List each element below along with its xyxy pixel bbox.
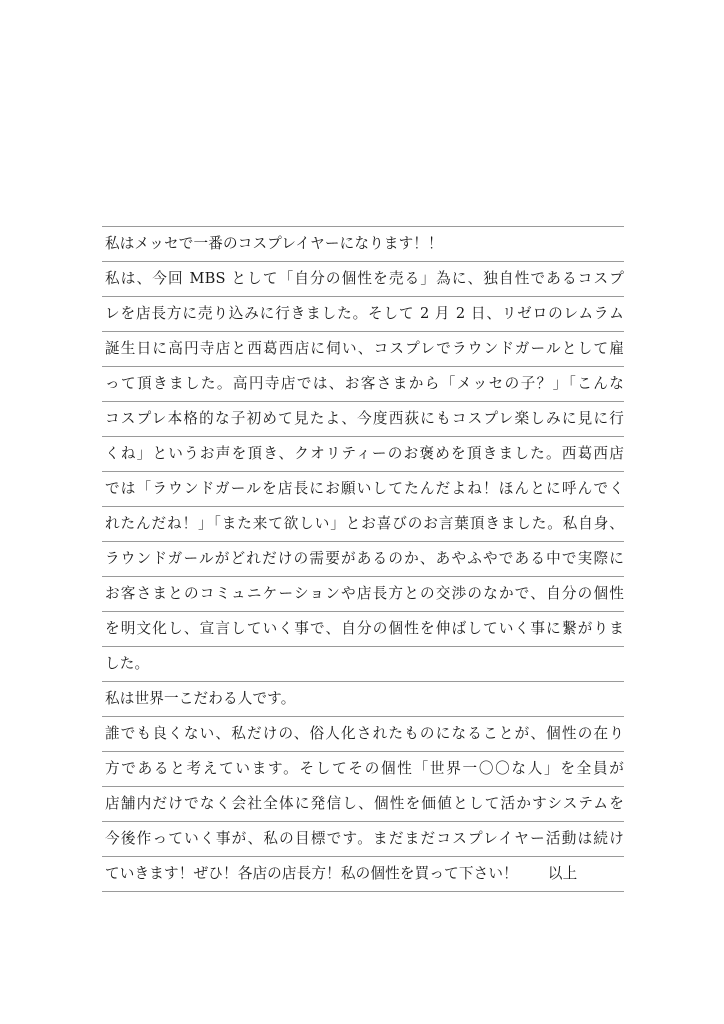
text-line: 誕生日に高円寺店と西葛西店に伺い、コスプレでラウンドガールとして雇 xyxy=(102,332,624,367)
text-line: を明文化し、宣言していく事で、自分の個性を伸ばしていく事に繋がりま xyxy=(102,612,624,647)
text-line: れたんだね！」「また来て欲しい」とお喜びのお言葉頂きました。私自身、 xyxy=(102,507,624,542)
text-line: 私は、今回 MBS として「自分の個性を売る」為に、独自性であるコスプ xyxy=(102,262,624,297)
text-line: コスプレ本格的な子初めて見たよ、今度西荻にもコスプレ楽しみに見に行 xyxy=(102,402,624,437)
text-line: した。 xyxy=(102,647,624,682)
last-text-line xyxy=(102,857,624,892)
text-line: 今後作っていく事が、私の目標です。まだまだコスプレイヤー活動は続け xyxy=(102,822,624,857)
last-line-text: ていきます！ぜひ！各店の店長方！私の個性を買って下さい！ xyxy=(105,865,518,882)
text-line: お客さまとのコミュニケーションや店長方との交渉のなかで、自分の個性 xyxy=(102,577,624,612)
lined-text-block xyxy=(102,226,624,892)
heading-line: 私はメッセで一番のコスプレイヤーになります！！ xyxy=(102,227,624,262)
text-line: では「ラウンドガールを店長にお願いしてたんだよね！ほんとに呼んでく xyxy=(102,472,624,507)
text-line: くね」というお声を頂き、クオリティーのお褒めを頂きました。西葛西店 xyxy=(102,437,624,472)
text-line: 店舗内だけでなく会社全体に発信し、個性を価値として活かすシステムを xyxy=(102,787,624,822)
text-line: 方であると考えています。そしてその個性「世界一〇〇な人」を全員が xyxy=(102,752,624,787)
text-line: って頂きました。高円寺店では、お客さまから「メッセの子？」「こんな xyxy=(102,367,624,402)
heading-line: 私は世界一こだわる人です。 xyxy=(102,682,624,717)
text-line: ラウンドガールがどれだけの需要があるのか、あやふやである中で実際に xyxy=(102,542,624,577)
closing-mark: 以上 xyxy=(547,865,578,882)
text-line: 誰でも良くない、私だけの、俗人化されたものになることが、個性の在り xyxy=(102,717,624,752)
text-line: レを店長方に売り込みに行きました。そして 2 月 2 日、リゼロのレムラム xyxy=(102,297,624,332)
